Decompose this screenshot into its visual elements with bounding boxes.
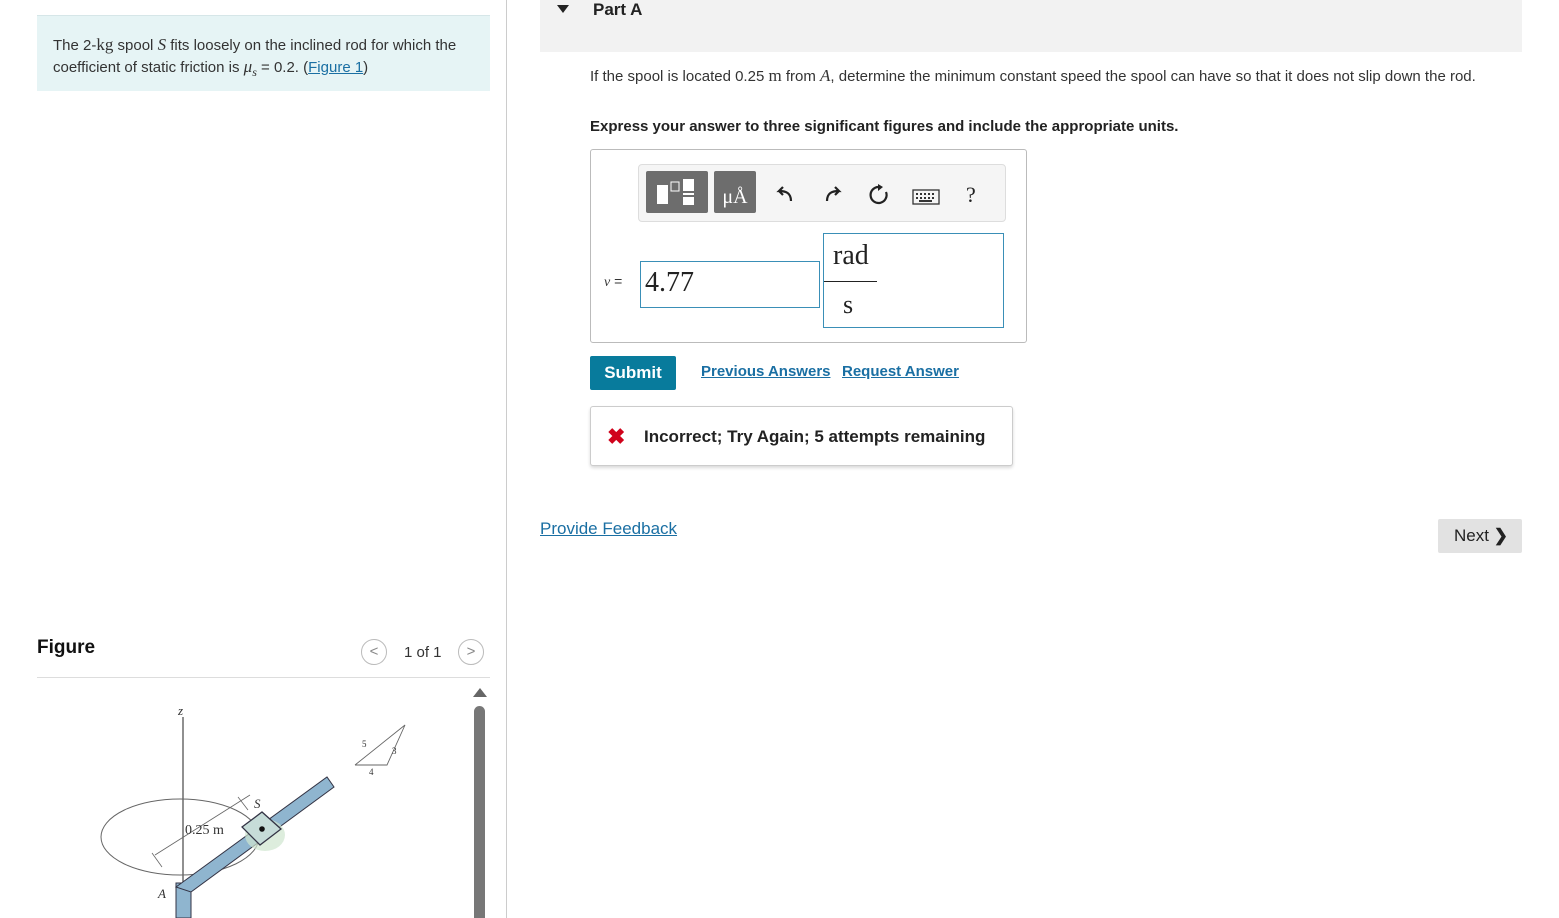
part-header[interactable]: [540, 0, 1522, 52]
templates-icon[interactable]: [646, 171, 708, 213]
undo-icon[interactable]: [774, 183, 796, 205]
fraction-bar: [824, 281, 877, 282]
question-text-part: , determine the minimum constant speed the spool can have so that it does not slip down the rod.: [830, 68, 1476, 85]
slope-run-label: 4: [369, 767, 374, 777]
question-text: [590, 66, 1510, 87]
question-text-part: from: [781, 68, 821, 85]
provide-feedback-link[interactable]: Provide Feedback: [540, 519, 678, 538]
origin-label: A: [158, 886, 166, 901]
figure-count: 1 of 1: [404, 644, 442, 661]
feedback-message: Incorrect; Try Again; 5 attempts remaining: [644, 427, 986, 446]
units-icon[interactable]: μÅ: [714, 171, 756, 213]
problem-text: spool: [113, 37, 158, 54]
mu-symbol: μ: [243, 57, 253, 76]
next-button[interactable]: [1438, 519, 1522, 553]
chevron-right-icon: ❯: [1493, 526, 1508, 545]
scrollbar-thumb[interactable]: [474, 706, 485, 918]
request-answer-link[interactable]: Request Answer: [842, 363, 959, 380]
variable-label: [604, 273, 622, 291]
problem-text: ): [363, 59, 369, 76]
reset-icon[interactable]: [867, 183, 891, 207]
variable-symbol: v: [604, 275, 611, 290]
chevron-right-icon[interactable]: >: [458, 639, 484, 665]
answer-value-input[interactable]: 4.77: [640, 261, 820, 308]
z-label: z: [178, 703, 184, 718]
redo-icon[interactable]: [822, 183, 844, 205]
problem-text: The 2-: [53, 37, 97, 54]
next-label: Next: [1454, 526, 1489, 545]
scroll-up-arrow-icon[interactable]: [473, 688, 487, 697]
unit-numerator[interactable]: rad: [833, 240, 869, 271]
column-divider: [506, 0, 507, 918]
mass-unit: kg: [96, 35, 114, 54]
problem-text: fits loosely on the inclined rod for which the coefficient of static friction is: [53, 37, 457, 76]
x-icon: ✖: [607, 424, 626, 449]
question-point: A: [820, 66, 831, 85]
figure-divider: [37, 677, 490, 678]
question-unit: m: [768, 66, 782, 85]
figure-title: Figure: [37, 637, 96, 658]
unit-denominator[interactable]: s: [843, 290, 854, 319]
spool-label: S: [254, 796, 261, 811]
spool-center: [259, 826, 265, 832]
slope-rise-label: 3: [392, 746, 397, 756]
spool-symbol: S: [157, 35, 167, 54]
problem-text: = 0.2. (: [256, 59, 309, 76]
equals-sign: =: [610, 273, 623, 289]
mu-subscript: s: [252, 65, 257, 79]
previous-answers-link[interactable]: Previous Answers: [701, 363, 831, 380]
caret-down-icon[interactable]: [557, 5, 569, 13]
slope-hyp-label: 5: [362, 739, 367, 749]
chevron-left-icon[interactable]: <: [361, 639, 387, 665]
submit-button[interactable]: Submit: [590, 356, 676, 390]
question-text-part: If the spool is located 0.25: [590, 68, 769, 85]
keyboard-icon[interactable]: [912, 189, 940, 205]
answer-instructions: Express your answer to three significant figures and include the appropriate units.: [590, 118, 1179, 135]
rotation-path: [101, 799, 259, 875]
distance-label: 0.25 m: [185, 823, 224, 838]
figure-diagram: [90, 695, 430, 918]
help-icon[interactable]: ?: [966, 182, 976, 207]
part-title[interactable]: Part A: [593, 0, 643, 19]
figure-link[interactable]: Figure 1: [308, 59, 364, 76]
problem-statement: [37, 15, 490, 91]
